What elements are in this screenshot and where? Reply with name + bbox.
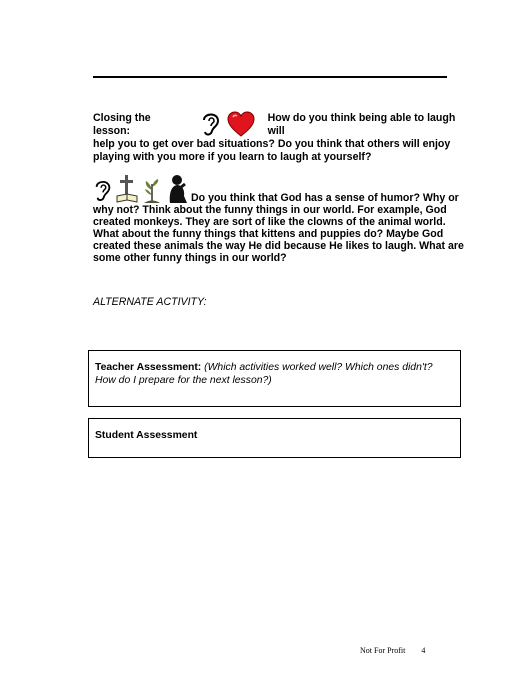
top-rule: [93, 76, 447, 78]
student-assessment-box[interactable]: [88, 418, 461, 458]
heart-icon: [226, 110, 256, 138]
teacher-assessment-label: Teacher Assessment:: [95, 362, 202, 373]
teacher-assessment-box[interactable]: [88, 350, 461, 407]
sprout-icon: [141, 176, 163, 204]
ear-icon: [93, 177, 113, 204]
god-humor-first-line: Do you think that God has a sense of humor? Why or: [191, 192, 459, 204]
god-humor-section: [93, 174, 473, 264]
closing-text: help you to get over bad situations? Do you think that others will enjoy playing with you more if you learn to laugh at yourself?: [93, 138, 451, 163]
page-number: 4: [421, 646, 426, 655]
student-assessment-label: Student Assessment: [95, 430, 198, 441]
god-humor-icons: [93, 174, 189, 204]
closing-label: Closing the lesson:: [93, 112, 151, 137]
teacher-assessment-prompt: (Which activities worked well? Which ones didn't? How do I prepare for the next lesson?): [95, 362, 433, 386]
footer-text: Not For Profit: [360, 646, 406, 655]
page-footer: [360, 646, 425, 655]
alternate-activity-label: ALTERNATE ACTIVITY:: [93, 296, 207, 308]
closing-icons: [200, 110, 256, 138]
ear-icon: [200, 110, 222, 138]
god-humor-text: why not? Think about the funny things in our world. For example, God created monkeys. They are sort of like the clowns of the animal world. What about the funny things that kittens and puppies do? Maybe God created these animals the way He did because He likes to laugh. What are some other funny things in our world?: [93, 204, 464, 264]
closing-section: [93, 104, 473, 164]
closing-text-first-line: How do you think being able to laugh will: [267, 112, 456, 137]
praying-child-icon: [165, 174, 189, 204]
cross-bible-icon: [115, 174, 139, 204]
